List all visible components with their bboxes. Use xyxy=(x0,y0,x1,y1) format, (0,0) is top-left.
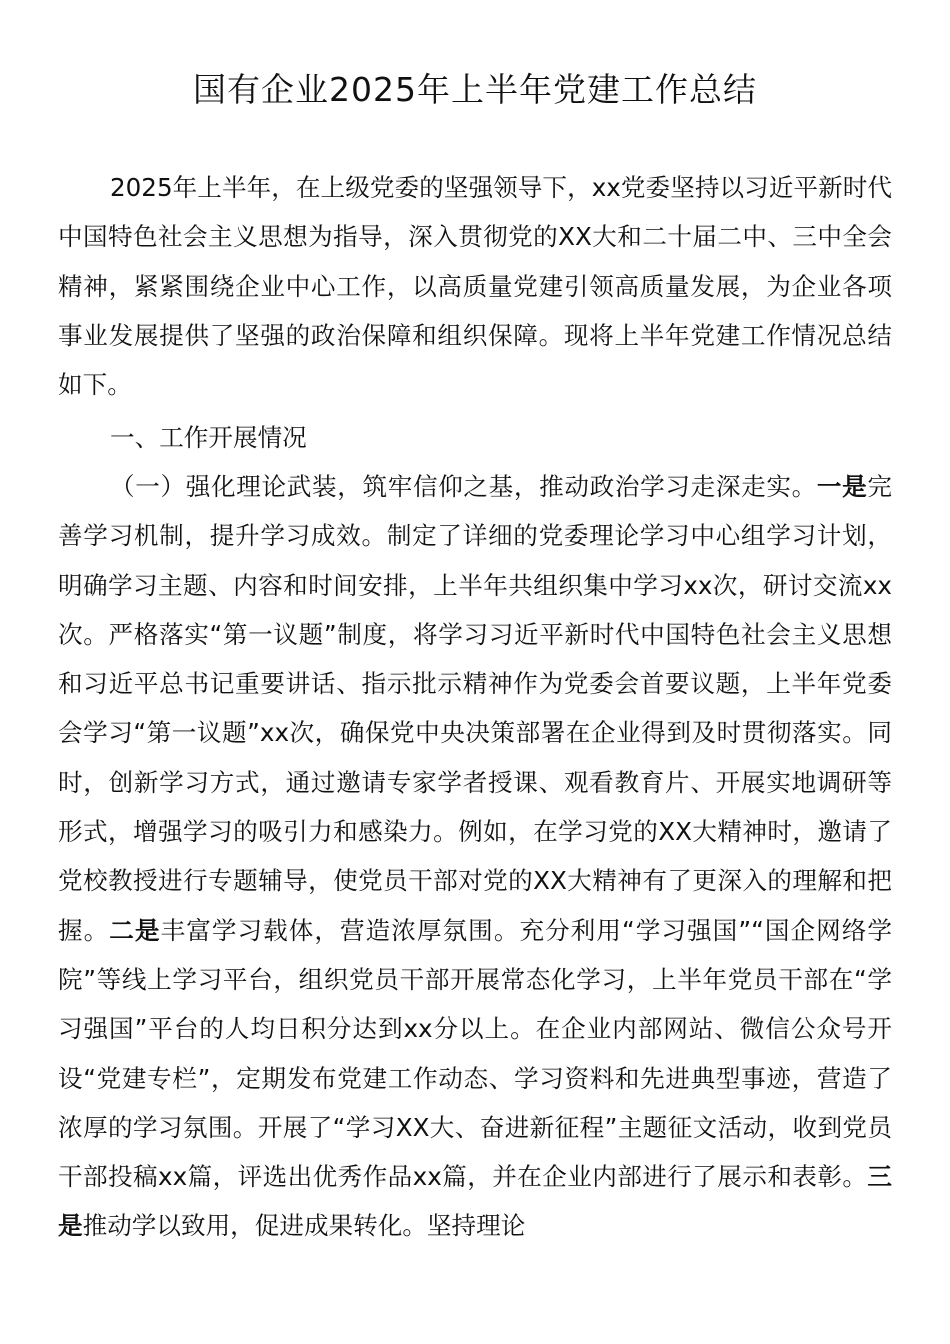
point-2-label: 二是 xyxy=(109,915,161,945)
section-heading: 一、工作开展情况 xyxy=(110,423,307,452)
point-1-text: 完善学习机制，提升学习成效。制定了详细的党委理论学习中心组学习计划，明确学习主题、内容和时间安排，上半年共组织集中学习xx次，研讨交流xx次。严格落实“第一议题”制度，将学习习近平新时代中国特色社会主义思想和习近平总书记重要讲话、指示批示精神作为党委会首要议题，上半年党委会学习“第一议题”xx次，确保党中央决策部署在企业得到及时贯彻落实。同时，创新学习方式，通过邀请专家学者授课、观看教育片、开展实地调研等形式，增强学习的吸引力和感染力。例如，在学习党的XX大精神时，邀请了党校教授进行专题辅导，使党员干部对党的XX大精神有了更深入的理解和把握。 xyxy=(58,472,892,945)
section-1-lead: （一）强化理论武装，筑牢信仰之基，推动政治学习走深走实。 xyxy=(110,472,817,501)
point-3-label: 三是 xyxy=(58,1162,892,1241)
point-3-text: 推动学以致用，促进成果转化。坚持理论 xyxy=(82,1211,526,1241)
point-2-text: 丰富学习载体，营造浓厚氛围。充分利用“学习强国”“国企网络学院”等线上学习平台，组织党员干部开展常态化学习，上半年党员干部在“学习强国”平台的人均日积分达到xx分以上。在企业内部网站、微信公众号开设“党建专栏”，定期发布党建工作动态、学习资料和先进典型事迹，营造了浓厚的学习氛围。开展了“学习XX大、奋进新征程”主题征文活动，收到党员干部投稿xx篇，评选出优秀作品xx篇，并在企业内部进行了展示和表彰。 xyxy=(58,915,892,1192)
point-1-label: 一是 xyxy=(816,472,868,501)
intro-paragraph: 2025年上半年，在上级党委的坚强领导下，xx党委坚持以习近平新时代中国特色社会主义思想为指导，深入贯彻党的XX大和二十届二中、三中全会精神，紧紧围绕企业中心工作，以高质量党建引领高质量发展，为企业各项事业发展提供了坚强的政治保障和组织保障。现将上半年党建工作情况总结如下。 xyxy=(58,173,892,400)
section-1-paragraph xyxy=(58,462,892,1251)
document-title: 国有企业2025年上半年党建工作总结 xyxy=(193,70,757,109)
